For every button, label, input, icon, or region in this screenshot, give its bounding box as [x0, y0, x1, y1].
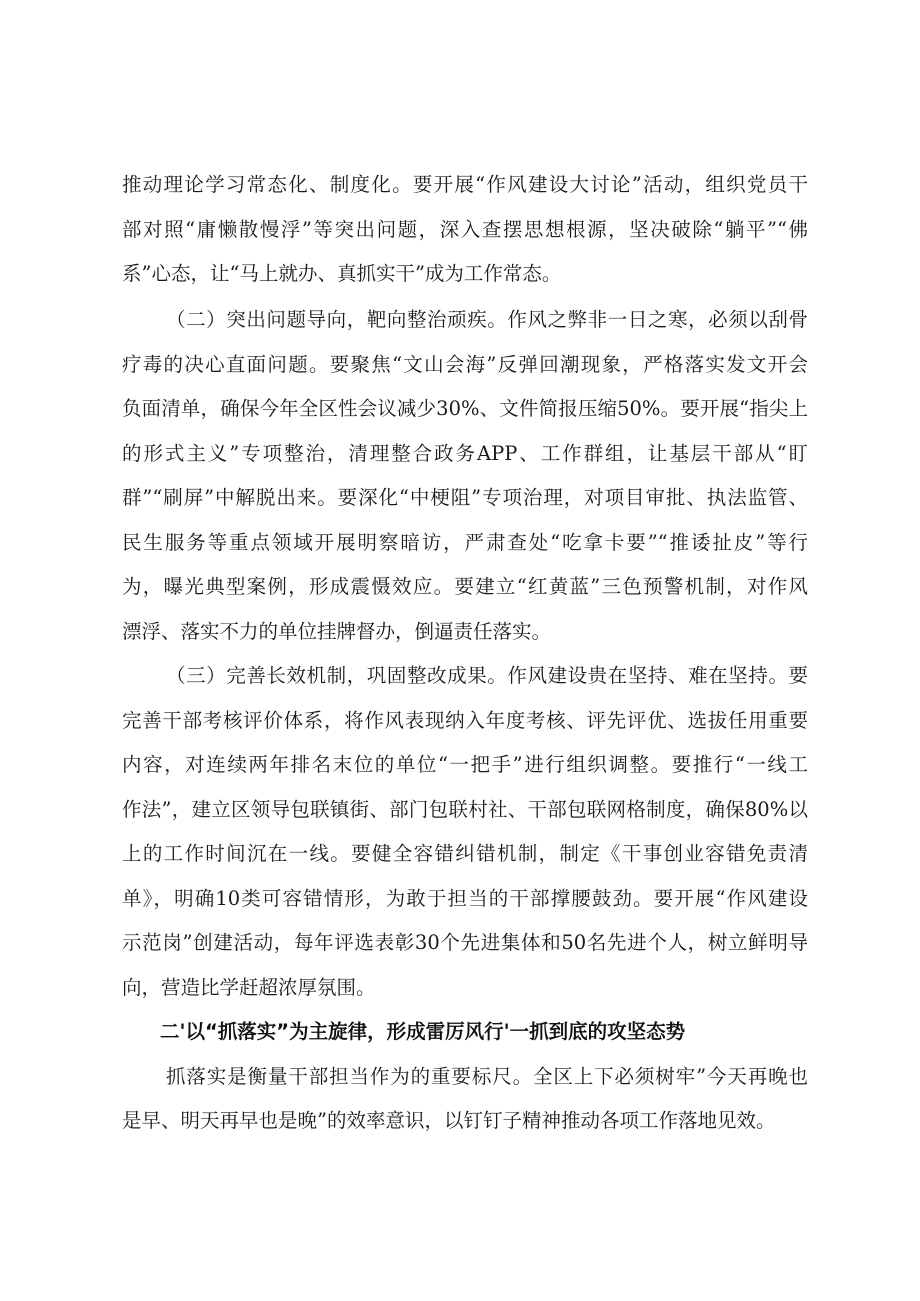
- paragraph-2-line-2: 疗毒的决心直面问题。要聚焦“文山会海”反弹回潮现象，严格落实发文开会: [122, 353, 808, 376]
- paragraph-1-line-2: 部对照“庸懒散慢浮”等突出问题，深入查摆思想根源，坚决破除“躺平”“佛: [122, 218, 808, 241]
- paragraph-1-line-3: 系”心态，让“马上就办、真抓实干”成为工作常态。: [122, 262, 562, 285]
- section-heading: 二'以“抓落实”为主旋律，形成雷厉风行'一抓到底的攻坚态势: [160, 1020, 686, 1043]
- paragraph-2-line-8: 漂浮、落实不力的单位挂牌督办，倒逼责任落实。: [122, 620, 552, 643]
- paragraph-4-line-1: 抓落实是衡量干部担当作为的重要标尺。全区上下必须树牢”今天再晚也: [166, 1065, 808, 1088]
- paragraph-2-line-7: 为，曝光典型案例，形成震慑效应。要建立“红黄蓝”三色预警机制，对作风: [122, 575, 808, 598]
- paragraph-3-line-1: （三）完善长效机制，巩固整改成果。作风建设贵在坚持、难在坚持。要: [166, 664, 808, 687]
- paragraph-3-line-6: 单》，明确10类可容错情形，为敢于担当的干部撑腰鼓劲。要开展“作风建设: [122, 887, 808, 910]
- paragraph-4-line-2: 是早、明天再早也是晚”的效率意识，以钉钉子精神推动各项工作落地见效。: [122, 1109, 776, 1132]
- paragraph-3-line-5: 上的工作时间沉在一线。要健全容错纠错机制，制定《干事创业容错免责清: [122, 842, 808, 865]
- paragraph-3-line-4: 作法”，建立区领导包联镇街、部门包联村社、干部包联网格制度，确保80%以: [122, 798, 808, 821]
- paragraph-2-line-5: 群”“刷屏”中解脱出来。要深化“中梗阻”专项治理，对项目审批、执法监管、: [122, 486, 808, 509]
- paragraph-2-line-1: （二）突出问题导向，靶向整治顽疾。作风之弊非一日之寒，必须以刮骨: [166, 308, 808, 331]
- paragraph-3-line-2: 完善干部考核评价体系，将作风表现纳入年度考核、评先评优、选拔任用重要: [122, 709, 808, 732]
- paragraph-2-line-3: 负面清单，确保今年全区性会议减少30%、文件简报压缩50%。要开展“指尖上: [122, 397, 808, 420]
- paragraph-1-line-1: 推动理论学习常态化、制度化。要开展“作风建设大讨论”活动，组织党员干: [122, 173, 808, 196]
- paragraph-2-line-6: 民生服务等重点领域开展明察暗访，严肃查处“吃拿卡要”“推诿扯皮”等行: [122, 531, 808, 554]
- paragraph-2-line-4: 的形式主义”专项整治，清理整合政务APP、工作群组，让基层干部从“盯: [122, 442, 808, 465]
- paragraph-3-line-3: 内容，对连续两年排名末位的单位“一把手”进行组织调整。要推行“一线工: [122, 753, 808, 776]
- paragraph-3-line-8: 向，营造比学赶超浓厚氛围。: [122, 976, 376, 999]
- paragraph-3-line-7: 示范岗”创建活动，每年评选表彰30个先进集体和50名先进个人，树立鲜明导: [122, 931, 808, 954]
